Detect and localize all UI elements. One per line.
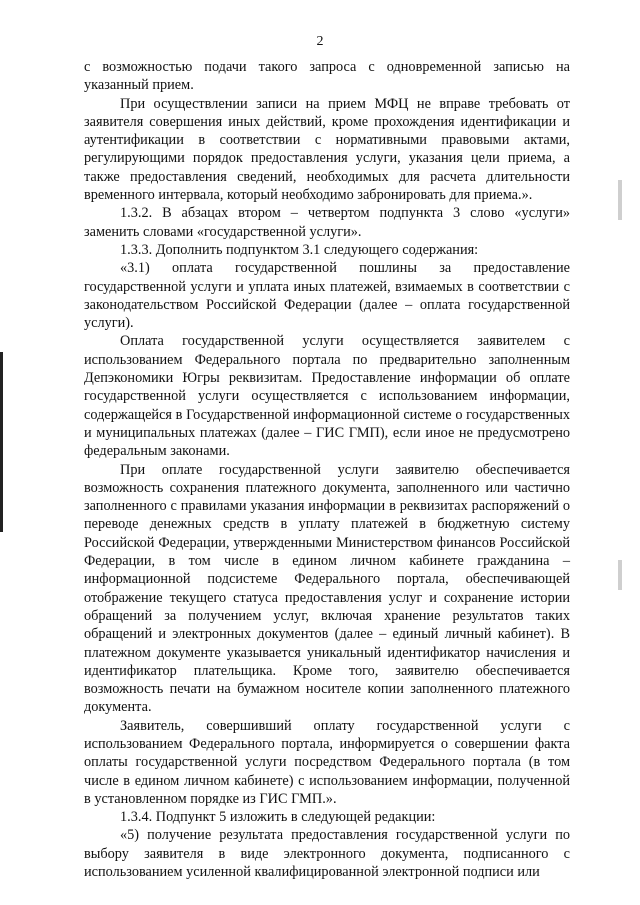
paragraph: «5) получение результата предоставления государственной услуги по выбору заявителя в виде электронного документа, подписанного с использованием усиленной квалифицированной электронной подписи или xyxy=(84,827,570,881)
paragraph: Оплата государственной услуги осуществляется заявителем с использованием Федерального портала по предварительно заполненным Депэкономики Югры реквизитам. Предоставление информации об оплате государственной услуги осуществляется с использованием информации, содержащейся в Государственной информационной системе о государственных и муниципальных платежах (далее – ГИС ГМП), если иное не предусмотрено федеральным законами. xyxy=(84,333,570,460)
paragraph: 1.3.2. В абзацах втором – четвертом подпункта 3 слово «услуги» заменить словами «государственной услуги». xyxy=(84,205,570,240)
page-number: 2 xyxy=(316,34,324,49)
scan-margin-bar xyxy=(0,352,3,532)
paragraph: Заявитель, совершивший оплату государственной услуги с использованием Федерального портала, информируется о совершении факта оплаты государственной услуги посредством Федерального портала (в том числе в едином личном кабинете) с использованием информации, полученной в установленном порядке из ГИС ГМП.». xyxy=(84,717,570,807)
document-body xyxy=(84,58,570,881)
scan-edge-mark xyxy=(618,560,622,590)
paragraph: 1.3.3. Дополнить подпунктом 3.1 следующего содержания: xyxy=(120,241,479,258)
paragraph: с возможностью подачи такого запроса с одновременной записью на указанный прием. xyxy=(84,59,570,94)
paragraph: При оплате государственной услуги заявителю обеспечивается возможность сохранения платежного документа, заполненного или частично заполненного с правилами указания информации в реквизитах распоряжений о переводе денежных средств в уплату платежей в бюджетную систему Российской Федерации, утвержденными Министерством финансов Российской Федерации, в том числе в едином личном кабинете гражданина – информационной подсистеме Федерального портала, обеспечивающей отображение текущего статуса предоставления услуг и сохранение истории обращений за получением услуг, включая хранение результатов таких обращений и электронных документов (далее – единый личный кабинет). В платежном документе указывается уникальный идентификатор начисления и идентификатор плательщика. Кроме того, заявителю обеспечивается возможность печати на бумажном носителе копии заполненного платежного документа. xyxy=(84,461,570,716)
scan-edge-mark xyxy=(618,180,622,220)
paragraph: «3.1) оплата государственной пошлины за предоставление государственной услуги и уплата иных платежей, взимаемых в соответствии с законодательством Российской Федерации (далее – оплата государственной услуги). xyxy=(84,260,570,332)
paragraph: 1.3.4. Подпункт 5 изложить в следующей редакции: xyxy=(120,809,436,826)
paragraph: При осуществлении записи на прием МФЦ не вправе требовать от заявителя совершения иных действий, кроме прохождения идентификации и аутентификации в соответствии с нормативными правовыми актами, регулирующими порядок предоставления услуги, указания цели приема, а также предоставления сведений, необходимых для расчета длительности временного интервала, который необходимо забронировать для приема.». xyxy=(84,95,570,204)
